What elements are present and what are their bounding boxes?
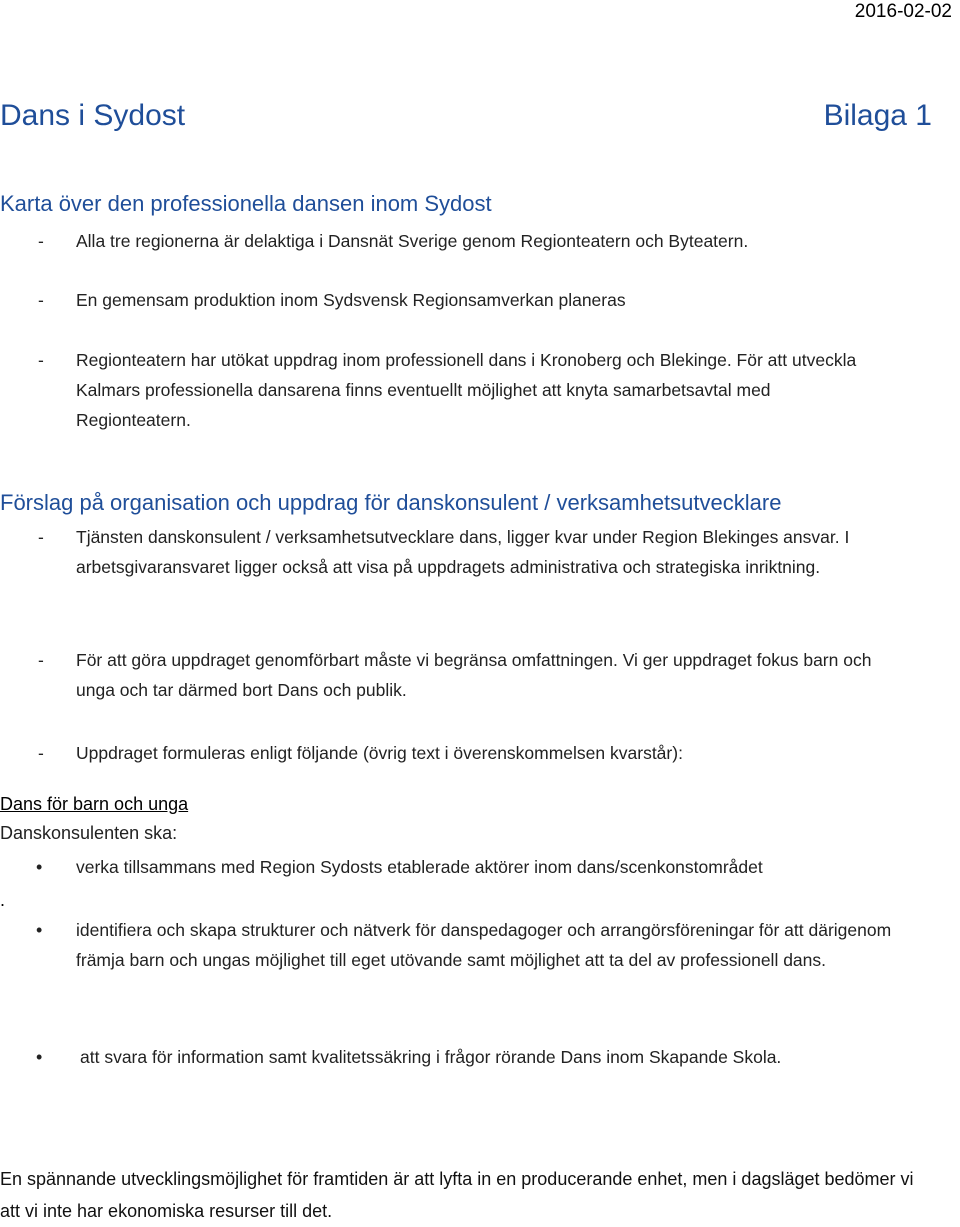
list-item — [0, 522, 930, 582]
bullet-marker: • — [36, 857, 43, 877]
subsection-intro: Danskonsulenten ska: — [0, 823, 178, 843]
list-item-text: En gemensam produktion inom Sydsvensk Regionsamverkan planeras — [76, 290, 626, 310]
bullet-item-text: identifiera och skapa strukturer och nätverk för danspedagoger och arrangörsföreningar för att därigenom främja barn och ungas möjlighet till eget utövande samt möjlighet att ta del av professionell dans. — [76, 920, 892, 970]
bullet-item-text: verka tillsammans med Region Sydosts etablerade aktörer inom dans/scenkonstområdet — [76, 857, 763, 877]
list-item — [0, 645, 910, 705]
list-item — [0, 738, 950, 768]
list-item-text: Uppdraget formuleras enligt följande (övrig text i överenskommelsen kvarstår): — [76, 743, 683, 763]
dash-marker: - — [38, 743, 44, 763]
section-heading-proposal: Förslag på organisation och uppdrag för danskonsulent / verksamhetsutvecklare — [0, 490, 782, 515]
bullet-marker: • — [36, 920, 43, 940]
title-row — [0, 96, 932, 136]
closing-paragraph: En spännande utvecklingsmöjlighet för framtiden är att lyfta in en producerande enhet, men i dagsläget bedömer vi att vi inte har ekonomiska resurser till det. — [0, 1169, 914, 1221]
list-item — [0, 345, 880, 435]
dash-marker: - — [38, 231, 44, 251]
bullet-item — [0, 1042, 950, 1072]
list-item-text: Alla tre regionerna är delaktiga i Dansnät Sverige genom Regionteatern och Byteatern. — [76, 231, 749, 251]
list-item — [0, 226, 950, 256]
subsection-heading-children: Dans för barn och unga — [0, 794, 189, 814]
list-item — [0, 285, 950, 315]
dash-marker: - — [38, 350, 44, 370]
stray-dot: . — [0, 890, 6, 910]
bullet-marker: • — [36, 1047, 43, 1067]
dash-marker: - — [38, 527, 44, 547]
list-item-text: För att göra uppdraget genomförbart måste vi begränsa omfattningen. Vi ger uppdraget fokus barn och unga och tar därmed bort Dans och publik. — [76, 650, 872, 700]
bullet-item-text: att svara för information samt kvalitetssäkring i frågor rörande Dans inom Skapande Skola. — [80, 1047, 782, 1067]
list-item-text: Tjänsten danskonsulent / verksamhetsutvecklare dans, ligger kvar under Region Blekinges ansvar. I arbetsgivaransvaret ligger också att visa på uppdragets administrativa och strategiska inriktning. — [76, 527, 850, 577]
dash-marker: - — [38, 290, 44, 310]
section-heading-map: Karta över den professionella dansen inom Sydost — [0, 191, 492, 216]
bullet-item — [0, 915, 930, 975]
dash-marker: - — [38, 650, 44, 670]
document-title: Dans i Sydost — [0, 99, 186, 132]
appendix-label: Bilaga 1 — [823, 99, 932, 132]
bullet-item — [0, 852, 950, 882]
document-date: 2016-02-02 — [854, 1, 952, 22]
list-item-text: Regionteatern har utökat uppdrag inom professionell dans i Kronoberg och Blekinge. För att utveckla Kalmars professionella dansarena finns eventuellt möjlighet att knyta samarbetsavtal med Regionteatern. — [76, 350, 857, 430]
